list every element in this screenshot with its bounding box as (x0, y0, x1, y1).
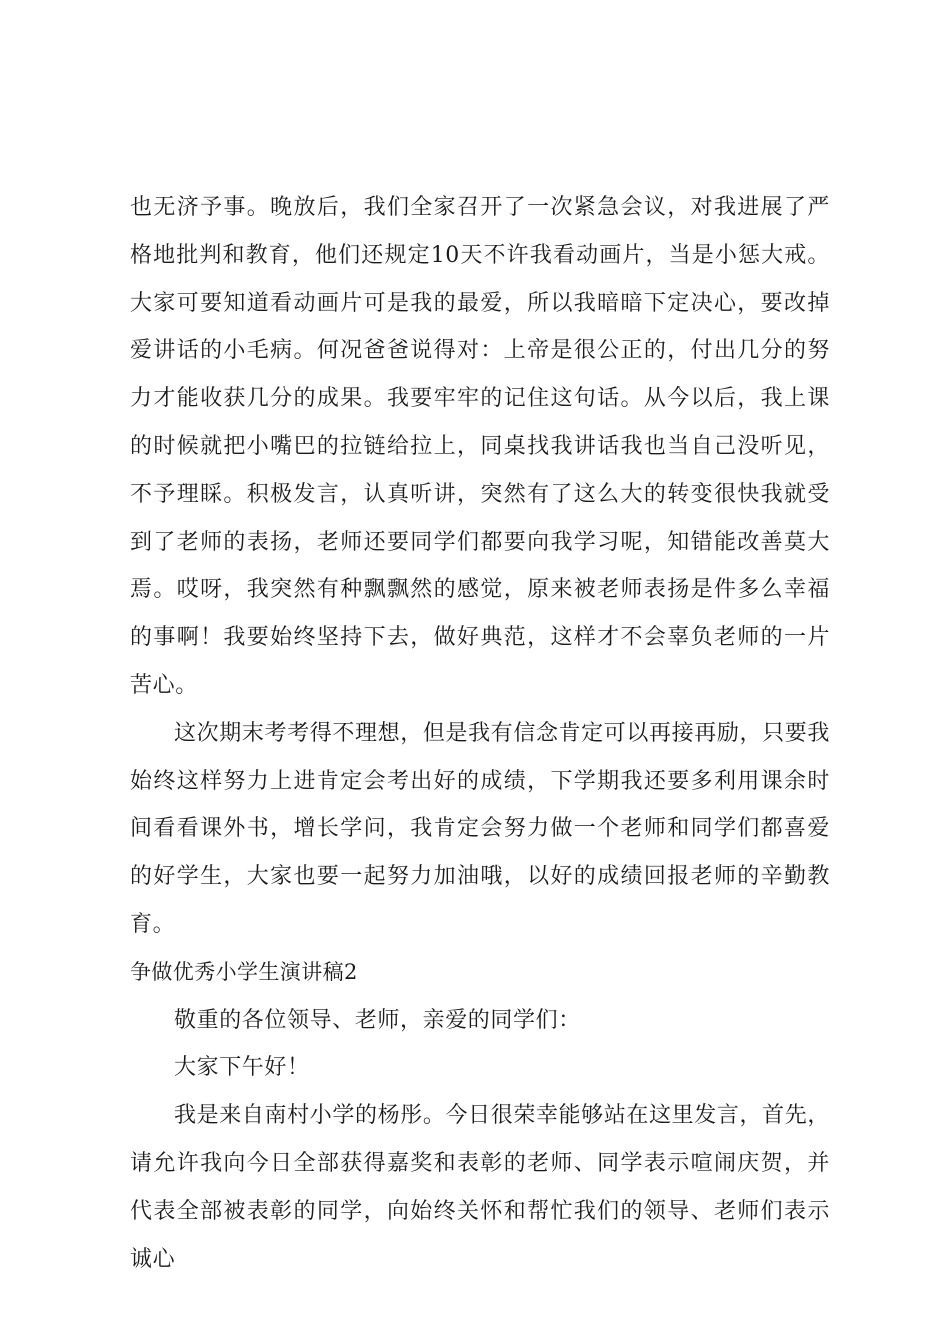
speech-salutation: 敬重的各位领导、老师，亲爱的同学们： (174, 1007, 581, 1033)
continued-paragraph: 也无济予事。晚放后，我们全家召开了一次紧急会议，对我进展了严格地批判和教育，他们还规定10天不许我看动画片，当是小惩大戒。大家可要知道看动画片可是我的最爱，所以我暗暗下定决心，要改掉爱讲话的小毛病。何况爸爸说得对：上帝是很公正的，付出几分的努力才能收获几分的成果。我要牢牢的记住这句话。从今以后，我上课的时候就把小嘴巴的拉链给拉上，同桌找我讲话我也当自己没听见，不予理睬。积极发言，认真听讲，突然有了这么大的转变很快我就受到了老师的表扬，老师还要同学们都要向我学习呢，知错能改善莫大焉。哎呀，我突然有种飘飘然的感觉，原来被老师表扬是件多么幸福的事啊！我要始终坚持下去，做好典范，这样才不会辜负老师的一片苦心。 (130, 195, 830, 698)
section-title: 争做优秀小学生演讲稿2 (130, 959, 358, 984)
speech-opening-paragraph: 我是来自南村小学的杨彤。今日很荣幸能够站在这里发言，首先，请允许我向今日全部获得嘉奖和表彰的老师、同学表示喧闹庆贺，并代表全部被表彰的同学，向始终关怀和帮忙我们的领导、老师们表示诚心 (130, 1103, 830, 1272)
speech-greeting: 大家下午好！ (174, 1055, 310, 1081)
closing-paragraph: 这次期末考考得不理想，但是我有信念肯定可以再接再励，只要我始终这样努力上进肯定会考出好的成绩，下学期我还要多利用课余时间看看课外书，增长学问，我肯定会努力做一个老师和同学们都喜爱的好学生，大家也要一起努力加油哦，以好的成绩回报老师的辛勤教育。 (130, 720, 830, 937)
document-body (130, 184, 830, 1283)
